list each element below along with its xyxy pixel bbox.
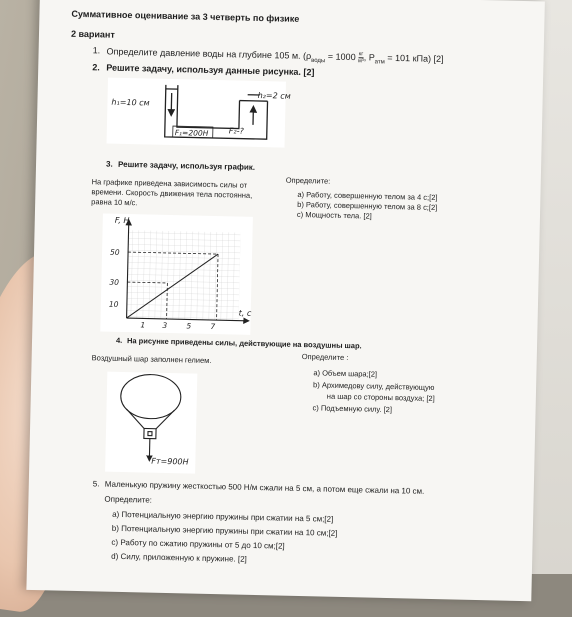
xtick-1: 1	[140, 320, 146, 330]
q1-number: 1.	[92, 45, 101, 56]
q3-item-b: b) Работу, совершенную телом за 8 с;[2]	[297, 199, 438, 213]
ytick-30: 30	[109, 277, 120, 287]
q5-item-c: c) Работу по сжатию пружины от 5 до 10 см;[2]	[111, 537, 285, 551]
q2-text: Решите задачу, используя данные рисунка. [2]	[106, 62, 315, 78]
graph-ylabel: F, Н	[114, 215, 130, 226]
q5-text: Маленькую пружину жесткостью 500 Н/м сжали на 5 см, а потом еще сжали на 10 см.	[104, 479, 425, 496]
q5-number: 5.	[92, 479, 100, 489]
q3-number: 3.	[105, 159, 113, 169]
hydraulic-press-figure	[107, 78, 291, 148]
q3-desc-line3: равна 10 м/с.	[91, 197, 138, 208]
q4-text: На рисунке приведены силы, действующие на воздушны шар.	[126, 336, 362, 351]
q3-desc-line1: На графике приведена зависимость силы от	[91, 177, 248, 190]
force-time-graph	[100, 213, 253, 334]
q1-text: Определите давление воды на глубине 105 м. ($\rho_{воды} = 1000$ кг м³ , $P_{атм} = 101$ кПа) [2]	[106, 46, 444, 66]
q3-text: Решите задачу, используя график.	[117, 159, 256, 172]
label-f1: F₁=200Н	[174, 128, 209, 138]
xtick-7: 7	[210, 321, 216, 332]
q4-item-a: a) Объем шара;[2]	[313, 368, 378, 379]
q3-desc-line2: времени. Скорость движения тела постоянна,	[91, 187, 253, 200]
q5-item-b: b) Потенциальную энергию пружины при сжатии на 10 см;[2]	[111, 523, 338, 538]
label-f2: F₂-?	[228, 126, 244, 136]
worksheet-page	[26, 0, 544, 601]
ytick-50: 50	[109, 247, 120, 257]
q5-item-d: d) Силу, приложенную к пружине. [2]	[111, 551, 247, 564]
q5-determine: Определите:	[104, 494, 153, 505]
q3-item-a: a) Работу, совершенную телом за 4 с;[2]	[297, 189, 438, 203]
label-h1: h₁=10 см	[111, 97, 150, 108]
ytick-10: 10	[108, 299, 119, 309]
balloon-gravity-label: Fт=900Н	[151, 456, 189, 467]
q4-item-b: b) Архимедову силу, действующую	[313, 380, 435, 393]
q4-desc: Воздушный шар заполнен гелием.	[91, 353, 212, 365]
q3-item-c: c) Мощность тела. [2]	[296, 209, 372, 221]
q4-item-c: c) Подъемную силу. [2]	[312, 403, 393, 415]
q5-item-a: a) Потенциальную энергию пружины при сжатии на 5 см;[2]	[112, 509, 334, 524]
xtick-3: 3	[162, 320, 168, 330]
q3-determine: Определите:	[285, 175, 331, 186]
q4-number: 4.	[115, 335, 123, 345]
variant-label: 2 вариант	[70, 28, 115, 40]
q2-number: 2.	[92, 62, 100, 73]
xtick-5: 5	[186, 321, 192, 331]
graph-xlabel: t, с	[238, 308, 252, 318]
q4-determine: Определите :	[301, 352, 349, 363]
graph-axes	[100, 213, 253, 334]
balloon-figure	[105, 372, 197, 474]
q4-item-b-cont: на шар со стороны воздуха; [2]	[326, 391, 435, 404]
page-header: Суммативное оценивание за 3 четверть по физике	[71, 8, 300, 24]
label-h2: h₂=2 см	[257, 90, 291, 101]
